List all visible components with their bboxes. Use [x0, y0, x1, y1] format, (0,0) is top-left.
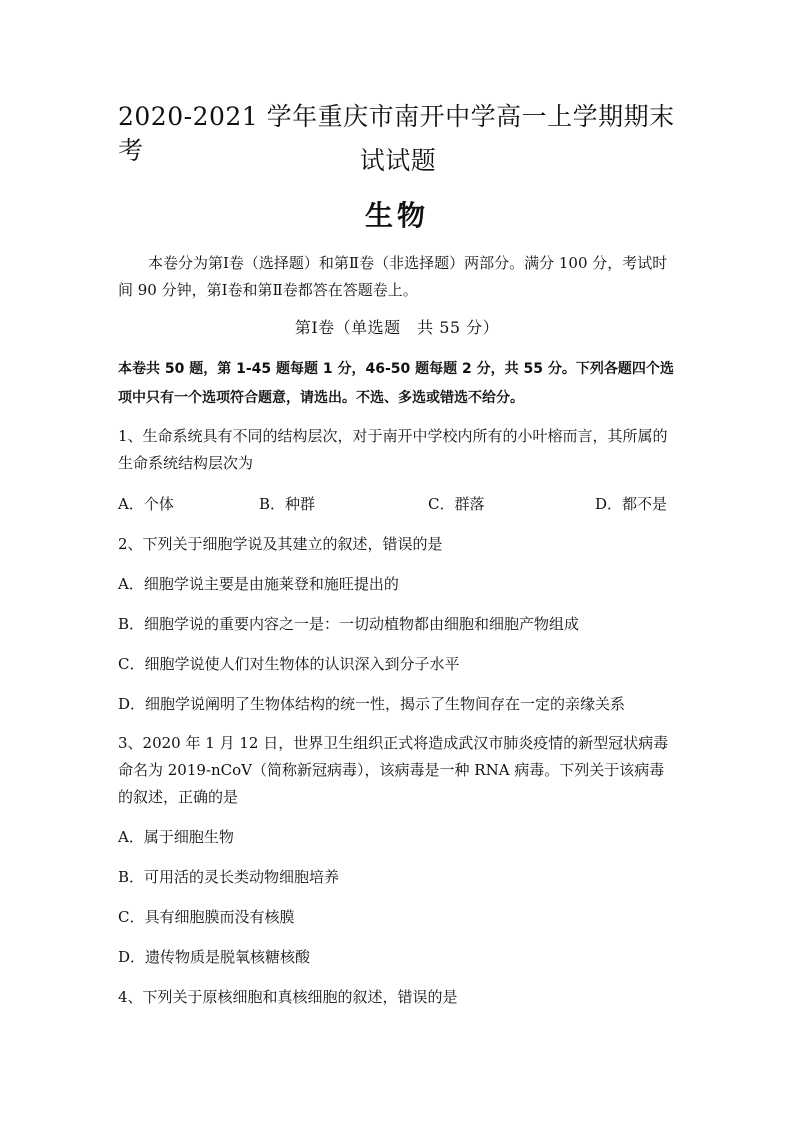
- question-1-option-c: C．群落: [428, 495, 485, 513]
- question-3-option-d: D．遗传物质是脱氧核糖核酸: [118, 948, 311, 966]
- document-title-line1: 2020-2021 学年重庆市南开中学高一上学期期末考: [118, 102, 675, 165]
- question-1-option-d: D．都不是: [595, 495, 668, 513]
- question-2-option-b: B．细胞学说的重要内容之一是：一切动植物都由细胞和细胞产物组成: [118, 615, 580, 633]
- exam-intro: 本卷分为第Ⅰ卷（选择题）和第Ⅱ卷（非选择题）两部分。满分 100 分，考试时间 90 分钟，第Ⅰ卷和第Ⅱ卷都答在答题卷上。: [118, 254, 668, 299]
- section-instructions: 本卷共 50 题，第 1-45 题每题 1 分，46-50 题每题 2 分，共 55 分。下列各题四个选项中只有一个选项符合题意，请选出。不选、多选或错选不给分。: [118, 361, 674, 406]
- question-3-option-b: B．可用活的灵长类动物细胞培养: [118, 868, 340, 886]
- question-3-stem: 3、2020 年 1 月 12 日，世界卫生组织正式将造成武汉市肺炎疫情的新型冠状病毒命名为 2019-nCoV（简称新冠病毒），该病毒是一种 RNA 病毒。下列关于该病毒的叙述，正确的是: [118, 734, 669, 806]
- question-1-stem: 1、生命系统具有不同的结构层次，对于南开中学校内所有的小叶榕而言，其所属的生命系统结构层次为: [118, 427, 668, 472]
- section-heading: 第Ⅰ卷（单选题 共 55 分）: [294, 318, 500, 337]
- subject-heading: 生物: [364, 199, 429, 232]
- question-2-stem: 2、下列关于细胞学说及其建立的叙述，错误的是: [118, 535, 443, 553]
- document-title-line2: 试试题: [359, 146, 437, 175]
- question-1-option-b: B．种群: [259, 495, 316, 513]
- question-2-option-a: A．细胞学说主要是由施莱登和施旺提出的: [118, 575, 399, 593]
- question-1-option-a: A．个体: [118, 495, 174, 513]
- question-2-option-d: D．细胞学说阐明了生物体结构的统一性，揭示了生物间存在一定的亲缘关系: [118, 695, 626, 713]
- question-3-option-c: C．具有细胞膜而没有核膜: [118, 908, 295, 926]
- question-3-option-a: A．属于细胞生物: [118, 828, 234, 846]
- question-4-stem: 4、下列关于原核细胞和真核细胞的叙述，错误的是: [118, 988, 458, 1006]
- question-2-option-c: C．细胞学说使人们对生物体的认识深入到分子水平: [118, 655, 460, 673]
